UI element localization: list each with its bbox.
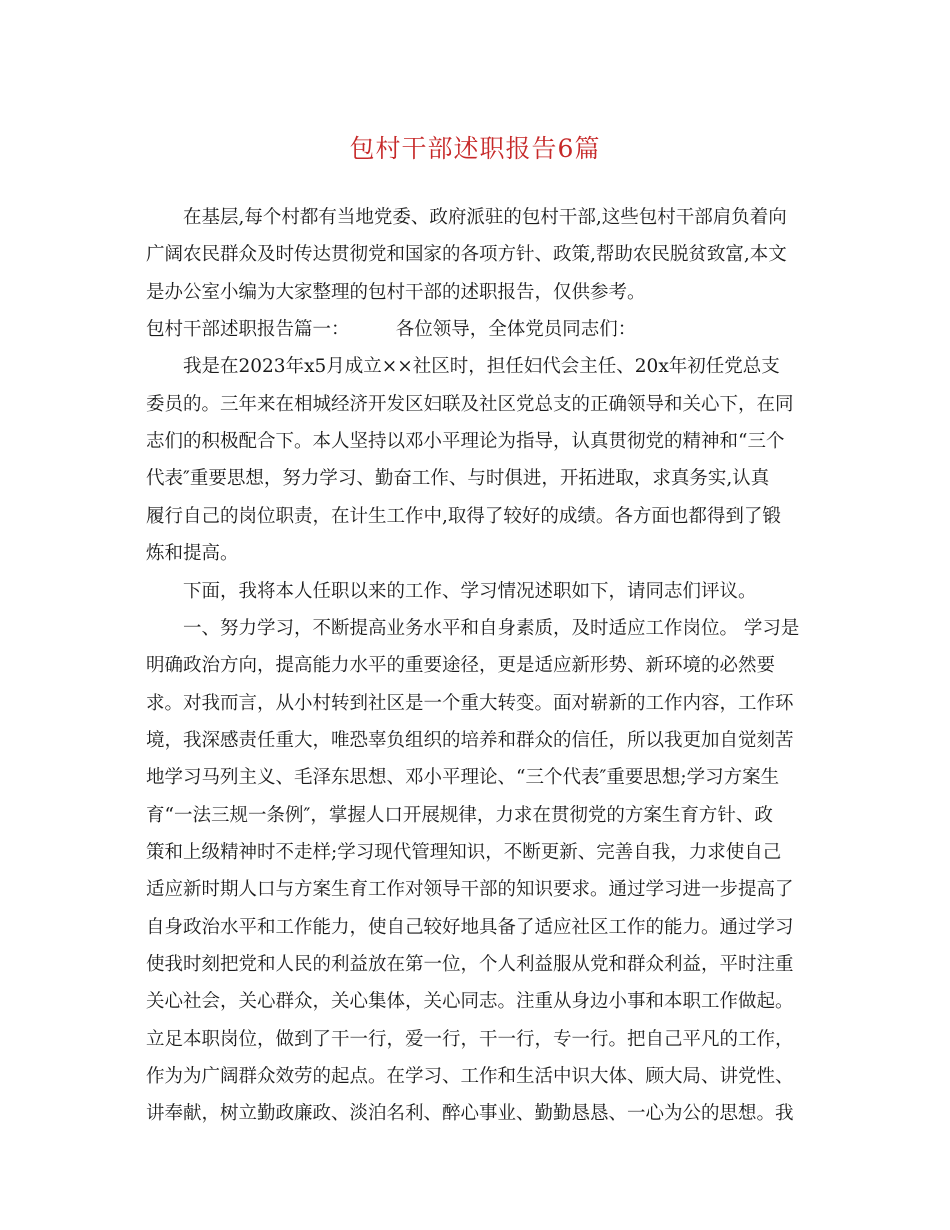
paragraph-line: 我是在2023年x5月成立××社区时，担任妇代会主任、20x年初任党总支 [183, 356, 780, 378]
paragraph-line: 是办公室小编为大家整理的包村干部的述职报告，仅供参考。 [146, 281, 646, 303]
paragraph-line: 一、努力学习，不断提高业务水平和自身素质，及时适应工作岗位。 学习是 [183, 617, 800, 639]
document-title: 包村干部述职报告6篇 [349, 134, 601, 163]
paragraph-line: 包村干部述职报告篇一： 各位领导，全体党员同志们： [146, 319, 637, 341]
paragraph-line: 育“一法三规一条例″，掌握人口开展规律，力求在贯彻党的方案生育方针、政 [146, 804, 773, 826]
paragraph-line: 自身政治水平和工作能力，使自己较好地具备了适应社区工作的能力。通过学习 [146, 916, 794, 938]
paragraph-line: 代表″重要思想，努力学习、勤奋工作、与时俱进，开拓进取，求真务实,认真 [146, 468, 770, 490]
paragraph-line: 地学习马列主义、毛泽东思想、邓小平理论、“三个代表″重要思想;学习方案生 [146, 767, 780, 789]
paragraph-line: 明确政治方向，提高能力水平的重要途径，更是适应新形势、新环境的必然要 [146, 655, 776, 677]
paragraph-line: 适应新时期人口与方案生育工作对领导干部的知识要求。通过学习进一步提高了 [146, 879, 794, 901]
paragraph-line: 求。对我而言，从小村转到社区是一个重大转变。面对崭新的工作内容，工作环 [146, 692, 794, 714]
paragraph-line: 作为为广阔群众效劳的起点。在学习、工作和生活中识大体、顾大局、讲党性、 [146, 1066, 794, 1088]
paragraph-line: 下面，我将本人任职以来的工作、学习情况述职如下，请同志们评议。 [183, 580, 757, 602]
paragraph-line: 立足本职岗位，做到了干一行，爱一行，干一行，专一行。把自己平凡的工作， [146, 1028, 794, 1050]
paragraph-line: 讲奉献，树立勤政廉政、淡泊名利、醉心事业、勤勤恳恳、一心为公的思想。我 [146, 1103, 794, 1125]
paragraph-line: 志们的积极配合下。本人坚持以邓小平理论为指导，认真贯彻党的精神和“三个 [146, 431, 785, 453]
paragraph-line: 境，我深感责任重大，唯恐辜负组织的培养和群众的信任，所以我更加自觉刻苦 [146, 729, 794, 751]
paragraph-line: 策和上级精神时不走样;学习现代管理知识，不断更新、完善自我，力求使自己 [146, 841, 782, 863]
paragraph-line: 炼和提高。 [146, 543, 239, 565]
paragraph-line: 履行自己的岗位职责，在计生工作中,取得了较好的成绩。各方面也都得到了锻 [146, 505, 781, 527]
paragraph-line: 关心社会，关心群众，关心集体，关心同志。注重从身边小事和本职工作做起。 [146, 991, 794, 1013]
paragraph-line: 广阔农民群众及时传达贯彻党和国家的各项方针、政策,帮助农民脱贫致富,本文 [146, 244, 787, 266]
paragraph-line: 委员的。三年来在相城经济开发区妇联及社区党总支的正确领导和关心下，在同 [146, 393, 794, 415]
paragraph-line: 使我时刻把党和人民的利益放在第一位，个人利益服从党和群众利益，平时注重 [146, 954, 794, 975]
paragraph-line: 在基层,每个村都有当地党委、政府派驻的包村干部,这些包村干部肩负着向 [183, 207, 787, 228]
